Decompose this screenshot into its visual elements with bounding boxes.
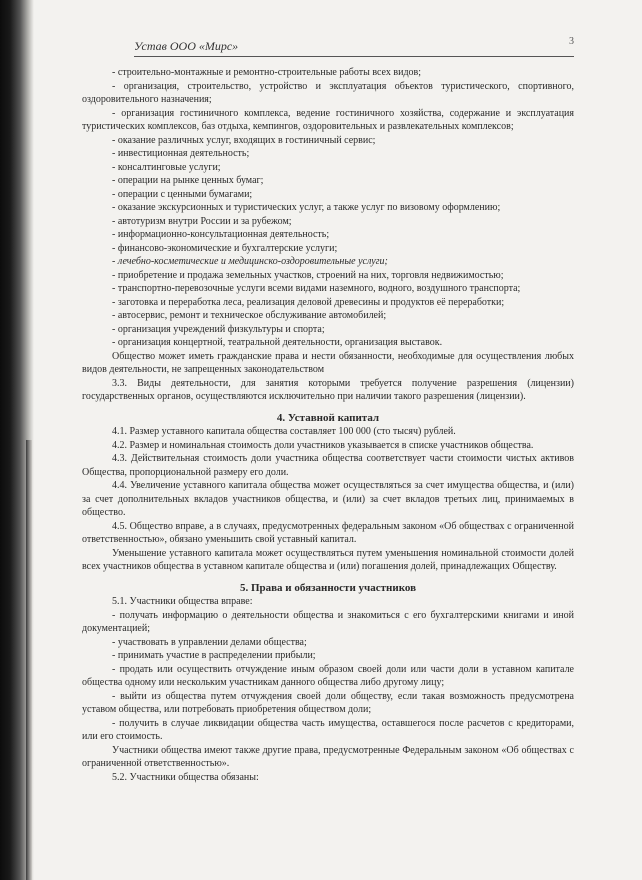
- section-4-title: 4. Уставной капитал: [276, 411, 380, 424]
- rights-item: - принимать участие в распределении прибыли;: [112, 650, 316, 661]
- activity-item: - операции с ценными бумагами;: [112, 188, 253, 200]
- activity-item: - организация гостиничного комплекса, ведение гостиничного хозяйства, содержание и эксплуатация туристических комплексов, баз отдыха, кемпингов, оздоровительных и развлекательных комплексов;: [82, 107, 574, 132]
- activity-item: - операции на рынке ценных бумаг;: [112, 175, 264, 186]
- activity-item: - организация, строительство, устройство и эксплуатация объектов туристического, спортивного, оздоровительного назначения;: [82, 80, 574, 105]
- rights-paragraph: Общество может иметь гражданские права и нести обязанности, необходимые для осуществления любых видов деятельности, не запрещенных законодательством: [82, 350, 574, 375]
- paragraph-4-2: 4.2. Размер и номинальная стоимость доли участников указывается в списке участников общества.: [112, 439, 534, 451]
- activity-item: - приобретение и продажа земельных участков, строений на них, торговля недвижимостью;: [112, 269, 504, 281]
- document-body: [82, 66, 574, 784]
- activity-item: - консалтинговые услуги;: [112, 161, 221, 173]
- activity-item: - организация учреждений физкультуры и спорта;: [112, 323, 325, 335]
- scan-edge-shadow: [0, 0, 34, 880]
- activity-item: - транспортно-перевозочные услуги всеми видами наземного, водного, воздушного транспорта;: [112, 283, 521, 294]
- rights-item: - выйти из общества путем отчуждения своей доли обществу, если такая возможность предусмотрена уставом общества, или потребовать приобретения обществом доли;: [82, 690, 574, 715]
- activity-item: - автосервис, ремонт и техническое обслуживание автомобилей;: [112, 310, 387, 321]
- rights-item: - участвовать в управлении делами общества;: [112, 636, 307, 648]
- paragraph-5-1: 5.1. Участники общества вправе:: [112, 596, 253, 607]
- activity-item: - строительно-монтажные и ремонтно-строительные работы всех видов;: [112, 67, 422, 78]
- activity-item: - автотуризм внутри России и за рубежом;: [112, 215, 292, 227]
- paragraph-4-5: 4.5. Общество вправе, а в случаях, предусмотренных федеральным законом «Об обществах с ограниченной ответственностью», обязано уменьшить свой уставный капитал.: [82, 520, 574, 545]
- section-5-title: 5. Права и обязанности участников: [239, 581, 417, 594]
- paragraph-4-4: 4.4. Увеличение уставного капитала общества может осуществляться за счет имущества общества, и (или) за счет дополнительных вкладов участников общества, и (или) за счет вкладов третьих лиц, принимаемых в общество.: [82, 480, 574, 518]
- activity-item: - заготовка и переработка леса, реализация деловой древесины и продуктов её переработки;: [112, 296, 505, 308]
- activity-item: - информационно-консультационная деятельность;: [112, 229, 330, 240]
- rights-item: - получать информацию о деятельности общества и знакомиться с его бухгалтерскими книгами и иной документацией;: [82, 609, 574, 634]
- paragraph-capital-reduction: Уменьшение уставного капитала может осуществляться путем уменьшения номинальной стоимости долей всех участников общества в уставном капитале общества и (или) погашения долей, принадлежащих Обществу.: [82, 547, 574, 572]
- activity-item: - оказание экскурсионных и туристических услуг, а также услуг по визовому оформлению;: [112, 202, 501, 213]
- activity-item: - инвестиционная деятельность;: [112, 148, 250, 159]
- other-rights-paragraph: Участники общества имеют также другие права, предусмотренные Федеральным законом «Об обществах с ограниченной ответственностью».: [82, 744, 574, 769]
- paragraph-3-3: 3.3. Виды деятельности, для занятия которыми требуется получение разрешения (лицензии) государственных органов, осуществляются исключительно при наличии такого разрешения (лицензии).: [82, 377, 574, 402]
- activity-item: - оказание различных услуг, входящих в гостиничный сервис;: [112, 134, 376, 146]
- spacer: [82, 574, 574, 582]
- page-number: 3: [569, 36, 574, 47]
- document-title: Устав ООО «Мирс»: [134, 39, 239, 53]
- activity-item: - лечебно-косметические и медицинско-оздоровительные услуги;: [112, 256, 388, 267]
- paragraph-4-3: 4.3. Действительная стоимость доли участника общества соответствует части стоимости чистых активов Общества, пропорциональной размеру его доли.: [82, 453, 574, 478]
- page-header: [134, 38, 574, 57]
- activity-item: - организация концертной, театральной деятельности, организация выставок.: [112, 337, 443, 348]
- paragraph-4-1: 4.1. Размер уставного капитала общества составляет 100 000 (сто тысяч) рублей.: [112, 426, 456, 437]
- rights-item: - продать или осуществить отчуждение иным образом своей доли или части доли в уставном капитале общества одному или нескольким участникам данного общества либо другому лицу;: [82, 663, 574, 688]
- spacer: [82, 404, 574, 412]
- rights-item: - получить в случае ликвидации общества часть имущества, оставшегося после расчетов с кредиторами, или его стоимость.: [82, 717, 574, 742]
- paragraph-5-2: 5.2. Участники общества обязаны:: [112, 771, 259, 783]
- activity-item: - финансово-экономические и бухгалтерские услуги;: [112, 242, 338, 254]
